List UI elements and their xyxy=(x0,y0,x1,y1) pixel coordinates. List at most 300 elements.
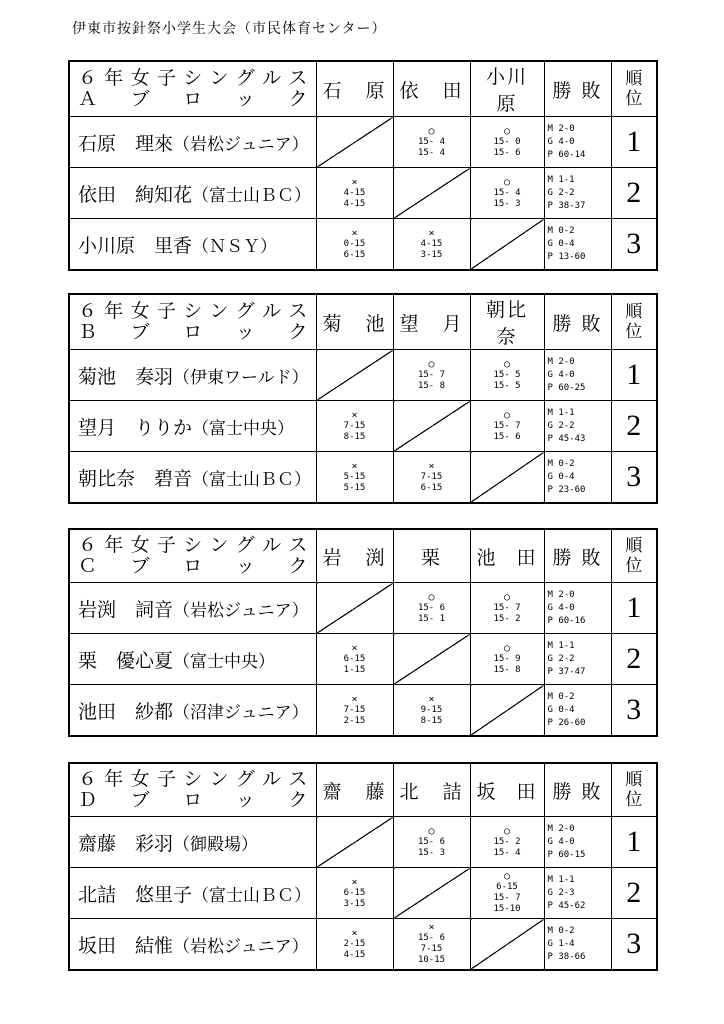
block-label-line2 xyxy=(78,556,308,577)
stat-line: P 23-60 xyxy=(547,484,586,495)
self-match-cell xyxy=(470,219,544,271)
game-score: 15- 7 xyxy=(493,893,521,903)
player-rank: 2 xyxy=(611,168,657,219)
result-mark: ○ xyxy=(503,409,511,421)
char: ６ xyxy=(78,768,98,790)
player-name: 岩渕 詞音 xyxy=(78,598,174,621)
result-mark: × xyxy=(351,176,358,188)
char: ロ xyxy=(183,88,203,110)
opponent-header xyxy=(470,529,544,583)
stats-cell xyxy=(544,350,611,401)
stat-line: P 60-15 xyxy=(547,849,586,860)
stat-line: G 2-2 xyxy=(547,420,575,431)
stat-line: M 2-0 xyxy=(547,589,575,600)
game-score: 15- 0 xyxy=(493,136,521,147)
char: シ xyxy=(183,300,203,322)
player-name: 菊池 奏羽 xyxy=(78,365,174,388)
stats-cell xyxy=(544,868,611,919)
stat-line: P 37-47 xyxy=(547,666,586,677)
char: Ｃ xyxy=(78,555,98,577)
win-loss-header: 勝 敗 xyxy=(544,61,611,117)
header-row xyxy=(69,61,657,117)
char: 月 xyxy=(442,312,464,335)
char: 田 xyxy=(516,780,538,803)
player-name-cell xyxy=(69,583,316,634)
stats-cell xyxy=(544,401,611,452)
player-name: 坂田 結惟 xyxy=(78,934,174,957)
char: ブ xyxy=(130,555,150,577)
char: 位 xyxy=(625,89,643,109)
stats-cell xyxy=(544,634,611,685)
game-score: 15- 2 xyxy=(493,613,521,624)
stat-line: P 45-43 xyxy=(547,433,586,444)
result-mark: × xyxy=(351,460,358,472)
char: ク xyxy=(288,321,308,343)
match-result xyxy=(393,685,470,737)
opponent-name xyxy=(394,777,470,804)
result-mark: ○ xyxy=(503,871,511,882)
block-label-line2 xyxy=(78,89,308,110)
stat-line: G 4-0 xyxy=(547,836,575,847)
match-result xyxy=(316,868,393,919)
player-name: 北詰 悠里子 xyxy=(78,883,193,906)
player-team: （富士山ＢＣ） xyxy=(192,885,312,906)
opponent-name xyxy=(471,543,544,570)
player-row xyxy=(69,868,657,919)
char: ６ xyxy=(78,67,98,89)
char: 順 xyxy=(625,69,643,89)
game-score: 15- 5 xyxy=(493,369,521,380)
player-team: （沼津ジュニア） xyxy=(173,702,309,723)
game-score: 15- 6 xyxy=(493,431,521,442)
block-label-line1 xyxy=(78,68,308,89)
win-loss-header: 勝 敗 xyxy=(544,294,611,350)
match-result xyxy=(470,634,544,685)
match-result xyxy=(316,168,393,219)
stat-line: P 26-60 xyxy=(547,717,586,728)
char: ッ xyxy=(235,88,255,110)
opponent-header xyxy=(316,529,393,583)
rank-header xyxy=(611,61,657,117)
result-mark: ○ xyxy=(428,591,435,603)
char: 渕 xyxy=(365,546,387,569)
result-mark: ○ xyxy=(428,125,435,137)
match-result xyxy=(316,452,393,504)
char: グ xyxy=(235,300,255,322)
char: 原 xyxy=(365,79,387,102)
player-team: （富士山ＢＣ） xyxy=(192,469,312,490)
player-team: （富士山ＢＣ） xyxy=(192,185,312,206)
stat-line: G 0-4 xyxy=(547,238,575,249)
self-match-cell xyxy=(316,350,393,401)
block-label xyxy=(69,61,316,117)
game-score: 15- 8 xyxy=(493,664,521,675)
game-score: 15- 3 xyxy=(493,198,521,209)
match-result xyxy=(393,817,470,868)
player-rank: 2 xyxy=(611,401,657,452)
player-name: 望月 りりか xyxy=(78,416,193,439)
match-result xyxy=(393,452,470,504)
char: ロ xyxy=(183,555,203,577)
header-row xyxy=(69,294,657,350)
game-score: 8-15 xyxy=(420,715,443,726)
game-score: 3-15 xyxy=(420,249,443,260)
stat-line: P 45-62 xyxy=(547,900,586,911)
stat-line: P 38-66 xyxy=(547,951,586,962)
rank-header xyxy=(611,294,657,350)
player-row xyxy=(69,634,657,685)
char: 位 xyxy=(625,322,643,342)
game-score: 6-15 xyxy=(420,482,443,493)
player-name: 石原 理來 xyxy=(78,132,174,155)
stat-line: P 60-14 xyxy=(547,149,586,160)
char: 子 xyxy=(156,300,176,322)
char: 順 xyxy=(625,536,643,556)
player-rank: 3 xyxy=(611,685,657,737)
block-label-line1 xyxy=(78,301,308,322)
game-score: 2-15 xyxy=(343,715,366,726)
player-rank: 1 xyxy=(611,583,657,634)
result-mark: × xyxy=(351,927,358,939)
game-score: 15- 7 xyxy=(417,369,446,380)
char: 坂 xyxy=(476,780,498,803)
char: 女 xyxy=(130,768,150,790)
game-score: 6-15 xyxy=(343,249,366,260)
player-rank: 1 xyxy=(611,817,657,868)
player-name-cell xyxy=(69,685,316,737)
result-mark: × xyxy=(351,227,358,239)
opponent-name xyxy=(317,777,393,804)
game-score: 7-15 xyxy=(343,704,366,715)
opponent-header xyxy=(393,529,470,583)
block-table xyxy=(68,60,658,271)
match-result xyxy=(316,634,393,685)
game-score: 15- 6 xyxy=(417,933,446,943)
char: 女 xyxy=(130,534,150,556)
block-label xyxy=(69,763,316,817)
match-result xyxy=(316,219,393,271)
player-row xyxy=(69,350,657,401)
header-row xyxy=(69,763,657,817)
char: シ xyxy=(183,534,203,556)
player-team: （岩松ジュニア） xyxy=(173,936,309,957)
player-name-cell xyxy=(69,817,316,868)
char: ル xyxy=(262,300,282,322)
player-rank: 3 xyxy=(611,219,657,271)
opponent-header xyxy=(316,763,393,817)
player-name: 池田 紗都 xyxy=(78,700,174,723)
char: ン xyxy=(209,300,229,322)
stat-line: G 2-3 xyxy=(547,887,575,898)
result-mark: ○ xyxy=(428,825,435,837)
char: 位 xyxy=(625,556,643,576)
player-name-cell xyxy=(69,350,316,401)
result-mark: × xyxy=(428,693,435,705)
opponent-header xyxy=(470,61,544,117)
char: Ｄ xyxy=(78,789,98,811)
char: 子 xyxy=(156,534,176,556)
block-label-line1 xyxy=(78,769,308,790)
opponent-name xyxy=(471,62,544,116)
game-score: 15-10 xyxy=(493,904,521,914)
player-team: （岩松ジュニア） xyxy=(173,600,309,621)
player-name: 齋藤 彩羽 xyxy=(78,832,174,855)
block-label xyxy=(69,294,316,350)
result-mark: ○ xyxy=(428,358,435,370)
match-result xyxy=(470,817,544,868)
match-result xyxy=(393,350,470,401)
match-result xyxy=(316,685,393,737)
player-row xyxy=(69,117,657,168)
char: ン xyxy=(209,67,229,89)
win-loss-header: 勝 敗 xyxy=(544,529,611,583)
rank-header xyxy=(611,529,657,583)
player-team: （御殿場） xyxy=(173,834,259,855)
result-mark: × xyxy=(351,693,358,705)
char: ス xyxy=(288,534,308,556)
stat-line: G 2-2 xyxy=(547,187,575,198)
stat-line: G 0-4 xyxy=(547,704,575,715)
stats-cell xyxy=(544,817,611,868)
player-name-cell xyxy=(69,168,316,219)
stat-line: P 60-16 xyxy=(547,615,586,626)
player-row xyxy=(69,685,657,737)
player-name: 栗 優心夏 xyxy=(78,649,174,672)
player-rank: 2 xyxy=(611,634,657,685)
game-score: 6-15 xyxy=(496,882,518,892)
game-score: 4-15 xyxy=(343,198,366,209)
self-match-cell xyxy=(470,919,544,971)
player-name: 依田 絢知花 xyxy=(78,183,193,206)
stat-line: M 1-1 xyxy=(547,174,575,185)
result-mark: ○ xyxy=(503,176,511,188)
player-row xyxy=(69,401,657,452)
player-name-cell xyxy=(69,634,316,685)
player-row xyxy=(69,168,657,219)
match-result xyxy=(393,919,470,971)
win-loss-header: 勝 敗 xyxy=(544,763,611,817)
opponent-header xyxy=(470,294,544,350)
game-score: 4-15 xyxy=(343,949,366,960)
stat-line: M 0-2 xyxy=(547,458,575,469)
block-table xyxy=(68,762,658,971)
char: ス xyxy=(288,300,308,322)
player-team: （富士中央） xyxy=(173,651,276,672)
opponent-name xyxy=(394,76,470,103)
result-mark: ○ xyxy=(503,825,511,837)
game-score: 0-15 xyxy=(343,238,366,249)
opponent-header xyxy=(393,61,470,117)
stat-line: M 2-0 xyxy=(547,123,575,134)
result-mark: ○ xyxy=(503,125,511,137)
game-score: 7-15 xyxy=(420,471,443,482)
opponent-name xyxy=(471,777,544,804)
game-score: 15- 6 xyxy=(417,602,446,613)
stat-line: M 0-2 xyxy=(547,925,575,936)
game-score: 15- 9 xyxy=(493,653,521,664)
result-mark: ○ xyxy=(503,591,511,603)
match-result xyxy=(393,117,470,168)
stat-line: M 1-1 xyxy=(547,640,575,651)
player-name: 朝比奈 碧音 xyxy=(78,467,193,490)
opponent-name xyxy=(317,543,393,570)
game-score: 15- 6 xyxy=(417,836,446,847)
self-match-cell xyxy=(316,117,393,168)
game-score: 5-15 xyxy=(343,471,366,482)
char: ル xyxy=(262,534,282,556)
game-score: 6-15 xyxy=(343,653,366,664)
game-score: 7-15 xyxy=(343,420,366,431)
char: 田 xyxy=(442,79,464,102)
char: 栗 xyxy=(420,546,442,569)
match-result xyxy=(470,117,544,168)
opponent-name xyxy=(394,543,470,570)
char: ル xyxy=(262,67,282,89)
result-mark: × xyxy=(351,876,358,888)
char: 北 xyxy=(399,780,421,803)
player-rank: 3 xyxy=(611,919,657,971)
char: 詰 xyxy=(442,780,464,803)
opponent-name xyxy=(471,295,544,349)
opponent-name xyxy=(317,76,393,103)
game-score: 9-15 xyxy=(420,704,443,715)
player-rank: 3 xyxy=(611,452,657,504)
game-score: 10-15 xyxy=(417,955,446,965)
game-score: 4-15 xyxy=(343,187,366,198)
char: 菊 xyxy=(322,312,344,335)
player-row xyxy=(69,583,657,634)
block-label-line2 xyxy=(78,322,308,343)
char: 女 xyxy=(130,67,150,89)
result-mark: × xyxy=(428,922,435,933)
player-row xyxy=(69,817,657,868)
game-score: 15- 5 xyxy=(493,380,521,391)
match-result xyxy=(316,401,393,452)
char: ッ xyxy=(235,789,255,811)
stats-cell xyxy=(544,117,611,168)
game-score: 7-15 xyxy=(420,944,443,954)
char: ロ xyxy=(183,789,203,811)
self-match-cell xyxy=(393,401,470,452)
char: 岩 xyxy=(322,546,344,569)
block-table xyxy=(68,293,658,504)
stats-cell xyxy=(544,583,611,634)
stat-line: G 4-0 xyxy=(547,136,575,147)
char: 年 xyxy=(104,768,124,790)
stat-line: P 60-25 xyxy=(547,382,586,393)
stats-cell xyxy=(544,452,611,504)
match-result xyxy=(316,919,393,971)
char: 位 xyxy=(625,790,643,810)
player-team: （ＮＳＹ） xyxy=(192,236,278,257)
player-rank: 1 xyxy=(611,350,657,401)
match-result xyxy=(393,583,470,634)
game-score: 15- 3 xyxy=(417,847,446,858)
stat-line: G 4-0 xyxy=(547,602,575,613)
game-score: 15- 6 xyxy=(493,147,521,158)
char: グ xyxy=(235,768,255,790)
char: グ xyxy=(235,67,255,89)
char: グ xyxy=(235,534,255,556)
result-mark: × xyxy=(428,460,435,472)
player-name-cell xyxy=(69,868,316,919)
stats-cell xyxy=(544,168,611,219)
game-score: 15- 7 xyxy=(493,602,521,613)
block-label-line2 xyxy=(78,790,308,811)
char: ブ xyxy=(130,88,150,110)
result-mark: ○ xyxy=(503,642,511,654)
char: 順 xyxy=(625,770,643,790)
char: ６ xyxy=(78,300,98,322)
char: 田 xyxy=(516,546,538,569)
page-title: 伊東市按針祭小学生大会（市民体育センター） xyxy=(72,21,387,37)
game-score: 15- 4 xyxy=(493,187,521,198)
char: ッ xyxy=(235,321,255,343)
game-score: 8-15 xyxy=(343,431,366,442)
char: 藤 xyxy=(365,780,387,803)
stat-line: M 2-0 xyxy=(547,356,575,367)
char: ブ xyxy=(130,321,150,343)
match-result xyxy=(393,219,470,271)
opponent-name xyxy=(394,309,470,336)
char: 年 xyxy=(104,67,124,89)
rank-header xyxy=(611,763,657,817)
char: ス xyxy=(288,67,308,89)
player-team: （伊東ワールド） xyxy=(173,367,309,388)
stat-line: G 0-4 xyxy=(547,471,575,482)
stats-cell xyxy=(544,685,611,737)
stat-line: M 0-2 xyxy=(547,225,575,236)
player-row xyxy=(69,452,657,504)
player-rank: 1 xyxy=(611,117,657,168)
game-score: 3-15 xyxy=(343,898,366,909)
player-rank: 2 xyxy=(611,868,657,919)
stat-line: G 4-0 xyxy=(547,369,575,380)
char: 年 xyxy=(104,534,124,556)
stats-cell xyxy=(544,919,611,971)
char: ル xyxy=(262,768,282,790)
player-name: 小川原 里香 xyxy=(78,234,193,257)
self-match-cell xyxy=(393,868,470,919)
game-score: 4-15 xyxy=(420,238,443,249)
char: Ｂ xyxy=(78,321,98,343)
match-result xyxy=(470,583,544,634)
match-result xyxy=(470,168,544,219)
player-name-cell xyxy=(69,452,316,504)
match-result xyxy=(470,350,544,401)
stat-line: M 1-1 xyxy=(547,874,575,885)
self-match-cell xyxy=(393,168,470,219)
char: 齋 xyxy=(322,780,344,803)
opponent-name xyxy=(317,309,393,336)
stat-line: G 1-4 xyxy=(547,938,575,949)
char: 小川原 xyxy=(485,66,528,115)
char: 女 xyxy=(130,300,150,322)
stat-line: M 1-1 xyxy=(547,407,575,418)
char: 朝比奈 xyxy=(485,299,528,348)
char: Ａ xyxy=(78,88,98,110)
char: ６ xyxy=(78,534,98,556)
char: 池 xyxy=(365,312,387,335)
char: 順 xyxy=(625,302,643,322)
block-label-line1 xyxy=(78,535,308,556)
stat-line: M 0-2 xyxy=(547,691,575,702)
game-score: 15- 4 xyxy=(417,136,446,147)
block-label xyxy=(69,529,316,583)
player-row xyxy=(69,919,657,971)
char: ク xyxy=(288,555,308,577)
result-mark: × xyxy=(428,227,435,239)
